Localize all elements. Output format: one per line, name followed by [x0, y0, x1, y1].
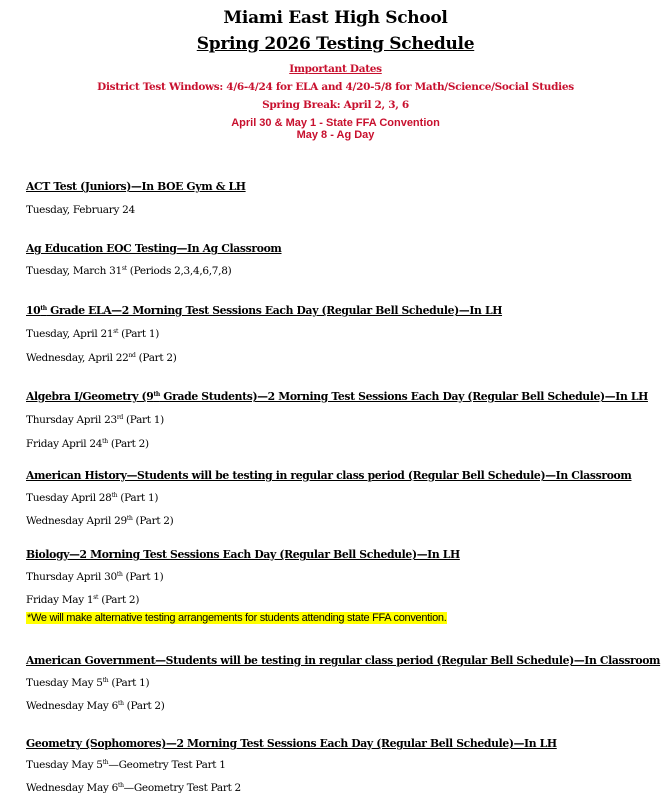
section-heading-american-history: American History—Students will be testing in regular class period (Regular Bell Schedule)—In Classroom	[26, 469, 632, 482]
section-heading-10th-ela	[26, 304, 502, 317]
ordinal-suffix: th	[116, 571, 123, 578]
date-detail: (Part 2)	[107, 438, 149, 450]
date-line	[26, 700, 165, 712]
ffa-convention: April 30 & May 1 - State FFA Convention	[231, 117, 440, 129]
date-line	[26, 204, 135, 216]
date-line	[26, 594, 139, 606]
date-line	[26, 782, 241, 794]
date-text: Tuesday, April 21	[26, 328, 114, 340]
date-line	[26, 492, 158, 504]
section-heading-ag-eoc: Ag Education EOC Testing—In Ag Classroom	[26, 242, 282, 255]
date-line	[26, 571, 163, 583]
date-text: Tuesday, March 31	[26, 265, 122, 277]
date-detail: (Part 1)	[118, 328, 160, 340]
page-title: Spring 2026 Testing Schedule	[196, 34, 475, 54]
ordinal-suffix: th	[126, 515, 133, 522]
date-text: Thursday April 30	[26, 571, 117, 583]
highlighted-note: *We will make alternative testing arrangements for students attending state FFA convention.	[27, 612, 447, 624]
date-detail: (Part 1)	[122, 571, 164, 583]
important-dates-label: Important Dates	[289, 63, 382, 75]
ordinal-suffix: th	[40, 305, 47, 312]
date-detail: —Geometry Test Part 2	[123, 782, 241, 794]
section-heading-biology: Biology—2 Morning Test Sessions Each Day (Regular Bell Schedule)—In LH	[26, 548, 460, 561]
section-heading-algebra-geometry	[26, 390, 648, 403]
date-line	[26, 515, 173, 527]
ag-day: May 8 - Ag Day	[296, 129, 375, 141]
date-text: Thursday April 23	[26, 414, 117, 426]
date-text: Tuesday May 5	[26, 759, 103, 771]
date-detail: (Part 2)	[132, 515, 174, 527]
heading-prefix: 10	[26, 304, 41, 317]
ordinal-suffix: th	[102, 677, 109, 684]
date-text: Wednesday, April 22	[26, 352, 129, 364]
ordinal-suffix: th	[102, 759, 109, 766]
school-name: Miami East High School	[223, 8, 448, 28]
date-line	[26, 438, 149, 450]
section-heading-act: ACT Test (Juniors)—In BOE Gym & LH	[26, 180, 246, 193]
heading-text: Grade ELA—2 Morning Test Sessions Each Day (Regular Bell Schedule)—In LH	[46, 304, 503, 317]
date-detail: —Geometry Test Part 1	[108, 759, 226, 771]
date-detail: (Part 2)	[135, 352, 177, 364]
date-detail: (Part 2)	[123, 700, 165, 712]
ordinal-suffix: th	[153, 391, 160, 398]
date-line	[26, 677, 149, 689]
ordinal-suffix: th	[117, 700, 124, 707]
date-text: Tuesday April 28	[26, 492, 112, 504]
heading-prefix: Algebra I/Geometry (9	[26, 390, 154, 403]
ordinal-suffix: nd	[128, 352, 136, 359]
date-detail: (Part 1)	[122, 414, 164, 426]
ordinal-suffix: st	[113, 328, 119, 335]
heading-text: Grade Students)—2 Morning Test Sessions Each Day (Regular Bell Schedule)—In LH	[159, 390, 648, 403]
date-text: Wednesday April 29	[26, 515, 127, 527]
ordinal-suffix: th	[102, 438, 108, 445]
ffa-note	[26, 612, 447, 624]
date-line	[26, 352, 177, 364]
date-detail: (Part 1)	[108, 677, 150, 689]
date-text: Tuesday May 5	[26, 677, 103, 689]
ordinal-suffix: st	[93, 594, 99, 601]
date-line	[26, 759, 226, 771]
date-text: Wednesday May 6	[26, 700, 118, 712]
date-text: Friday April 24	[26, 438, 103, 450]
date-text: Tuesday, February 24	[26, 204, 135, 216]
section-heading-geometry-sophomores: Geometry (Sophomores)—2 Morning Test Sessions Each Day (Regular Bell Schedule)—In LH	[26, 737, 557, 750]
date-line	[26, 265, 231, 277]
date-text: Friday May 1	[26, 594, 94, 606]
section-heading-american-government: American Government—Students will be testing in regular class period (Regular Bell Schedule)—In Classroom	[26, 654, 661, 667]
ordinal-suffix: rd	[116, 414, 123, 421]
ordinal-suffix: st	[121, 265, 127, 272]
date-text: Wednesday May 6	[26, 782, 118, 794]
date-detail: (Part 2)	[98, 594, 140, 606]
date-line	[26, 414, 164, 426]
district-test-windows: District Test Windows: 4/6-4/24 for ELA and 4/20-5/8 for Math/Science/Social Studies	[97, 81, 574, 93]
date-line	[26, 328, 159, 340]
spring-break: Spring Break: April 2, 3, 6	[262, 99, 409, 111]
date-detail: (Part 1)	[117, 492, 159, 504]
date-detail: (Periods 2,3,4,6,7,8)	[126, 265, 232, 277]
ordinal-suffix: th	[111, 492, 118, 499]
ordinal-suffix: th	[117, 782, 124, 789]
